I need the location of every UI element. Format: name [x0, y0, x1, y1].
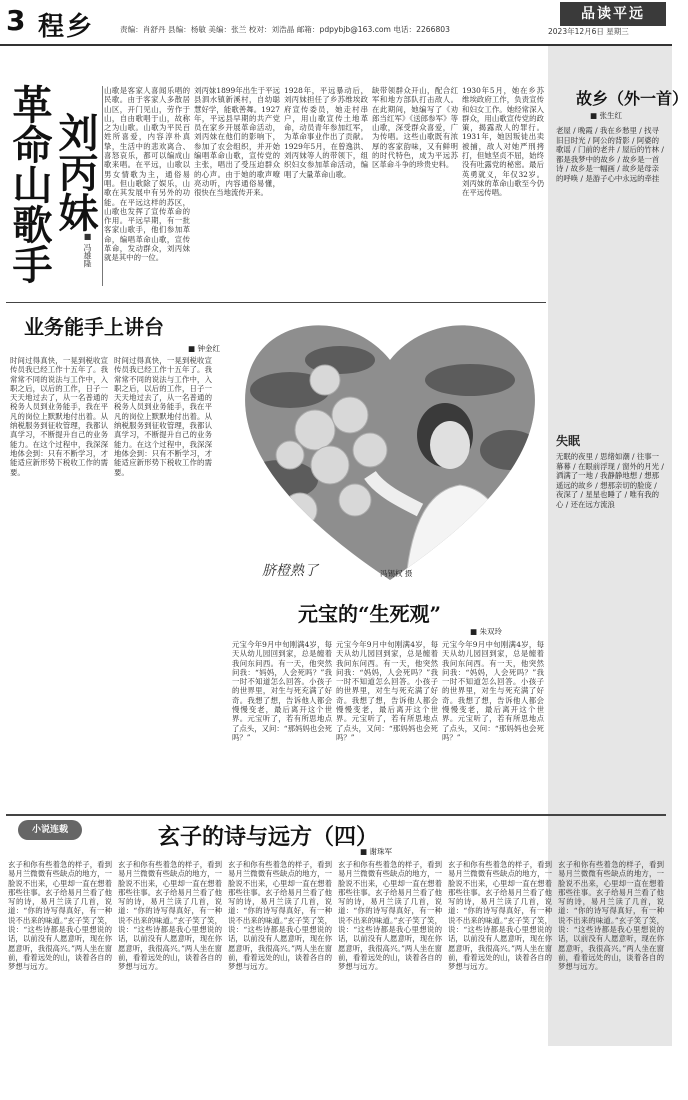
- novella-column-1: 玄子和你有些着急的样子，看到易月兰微微有些缺点的地方，一脸说不出来，心里却一直在想着那些往事。玄子给易月兰看了他写的诗，易月兰读了几首，说道：“你的诗写得真好，有一种说不出来的味道。”玄子笑了笑，说：“这些诗都是我心里想说的话，以前没有人愿意听，现在你愿意听，我很高兴。”两人坐在窗前，看着远处的山，谈着各自的梦想与远方。: [8, 860, 112, 972]
- poem2-title: 失眠: [556, 434, 581, 448]
- novella-column-6: 玄子和你有些着急的样子，看到易月兰微微有些缺点的地方，一脸说不出来，心里却一直在想着那些往事。玄子给易月兰看了他写的诗，易月兰读了几首，说道：“你的诗写得真好，有一种说不出来的味道。”玄子笑了笑，说：“这些诗都是我心里想说的话，以前没有人愿意听，现在你愿意听，我很高兴。”两人坐在窗前，看着远处的山，谈着各自的梦想与远方。: [558, 860, 664, 972]
- article-byline: ■ 冯雄隆: [83, 232, 92, 268]
- section-divider-bottom: [6, 814, 666, 816]
- article-column-4: 缺带领群众开山，配合红军和地方部队打击敌人。在此期间，她编写了《劝郎当红军》《送郎参军》等山歌，深受群众喜爱，广为传唱。这些山歌既有浓厚的客家韵味，又有鲜明的时代特色，成为平远苏区革命斗争的珍贵史料。: [372, 86, 458, 170]
- essay-column-3: 元宝今年9月中旬刚满4岁，每天从幼儿园回到家，总是缠着我问东问西。有一天，他突然问我：“妈妈，人会死吗？”我一时不知道怎么回答。小孩子的世界里，对生与死充满了好奇。我想了想，告诉他人都会慢慢变老，最后离开这个世界。元宝听了，若有所思地点了点头，又问：“那妈妈也会死吗？”: [442, 640, 544, 742]
- poem-author: ■ 张生红: [590, 111, 622, 120]
- novella-column-4: 玄子和你有些着急的样子，看到易月兰微微有些缺点的地方，一脸说不出来，心里却一直在想着那些往事。玄子给易月兰看了他写的诗，易月兰读了几首，说道：“你的诗写得真好，有一种说不出来的味道。”玄子笑了笑，说：“这些诗都是我心里想说的话，以前没有人愿意听，现在你愿意听，我很高兴。”两人坐在窗前，看着远处的山，谈着各自的梦想与远方。: [338, 860, 442, 972]
- article-column-5: 1930年5月，她在乡苏维埃政府工作，负责宣传和妇女工作。她经常深入群众，用山歌宣传党的政策，揭露敌人的罪行。1931年，她因叛徒出卖被捕，敌人对她严刑拷打，但她坚贞不屈，始终没有吐露党的秘密。最后英勇就义，年仅32岁。刘丙妹的革命山歌至今仍在平远传唱。: [462, 86, 544, 198]
- essay-title: 元宝的“生死观”: [298, 602, 442, 626]
- essay-byline: ■ 朱双玲: [470, 627, 502, 636]
- essay-column-2: 元宝今年9月中旬刚满4岁，每天从幼儿园回到家，总是缠着我问东问西。有一天，他突然问我：“妈妈，人会死吗？”我一时不知道怎么回答。小孩子的世界里，对生与死充满了好奇。我想了想，告诉他人都会慢慢变老，最后离开这个世界。元宝听了，若有所思地点了点头，又问：“那妈妈也会死吗？”: [336, 640, 438, 742]
- novella-column-2: 玄子和你有些着急的样子，看到易月兰微微有些缺点的地方，一脸说不出来，心里却一直在想着那些往事。玄子给易月兰看了他写的诗，易月兰读了几首，说道：“你的诗写得真好，有一种说不出来的味道。”玄子笑了笑，说：“这些诗都是我心里想说的话，以前没有人愿意听，现在你愿意听，我很高兴。”两人坐在窗前，看着远处的山，谈着各自的梦想与远方。: [118, 860, 222, 972]
- business-article-byline: ■ 钟金红: [188, 344, 220, 353]
- business-article-column-2: 时间过得真快，一晃到税收宣传员我已经工作十五年了。我常常不同的说法与工作中，入职之后，以后的工作，日子一天天地过去了，从一名普通的税务人员到业务能手，我在平凡的岗位上默默地付出着。从纳税服务到征收管理，我都认真学习，不断提升自己的业务能力。在这个过程中，我深深地体会到：只有不断学习，才能适应新形势下税收工作的需要。: [114, 356, 212, 477]
- orange-harvest-photo: [230, 300, 550, 590]
- article-column-3: 1928年，平远暴动后，刘丙妹担任了乡苏维埃政府宣传委员，她走村串户，用山歌宣传土地革命，动员青年参加红军，为革命事业作出了贡献。1929年5月，在曾逸洪、刘丙妹等人的带领下，组织妇女参加革命活动，编唱了大量革命山歌。: [284, 86, 368, 179]
- novella-byline: ■ 谢珠军: [360, 847, 392, 856]
- article-title-part-2: 刘丙妹: [52, 112, 99, 232]
- article-column-2: 刘丙妹1899年出生于平远县泗水镇新溪村，自幼聪慧好学，能歌善舞。1927年，平远县早期的共产党员在家乡开展革命活动，刘丙妹在他们的影响下，参加了农会组织，并开始编唱革命山歌，宣传党的主张，唱出了受压迫群众的心声。由于她的歌声嘹亮动听，内容通俗易懂，很快在当地流传开来。: [194, 86, 280, 198]
- editor-credits: 责编：肖舒丹 县编：杨敏 美编：张兰 校对：刘浩晶 邮箱：pdpybjb@163.com 电话：2266803: [120, 25, 450, 34]
- essay-column-1: 元宝今年9月中旬刚满4岁，每天从幼儿园回到家，总是缠着我问东问西。有一天，他突然问我：“妈妈，人会死吗？”我一时不知道怎么回答。小孩子的世界里，对生与死充满了好奇。我想了想，告诉他人都会慢慢变老，最后离开这个世界。元宝听了，若有所思地点了点头，又问：“那妈妈也会死吗？”: [232, 640, 332, 742]
- poem2-body: 无眠的夜里 / 思绪如潮 / 往事一幕幕 / 在眼前浮现 / 窗外的月光 / 洒满了一地 / 我静静地想 / 想那遥远的故乡 / 想那亲切的脸庞 / 夜深了 / 星星也睡了 / 唯有我的心 / 还在远方流浪: [556, 452, 664, 509]
- column-divider: [102, 86, 103, 286]
- photo-credit: 冯锡权 摄: [380, 569, 413, 578]
- column-brand: 品读平远: [560, 2, 666, 26]
- issue-date: 2023年12月6日 星期三: [548, 27, 629, 36]
- article-column-1: 山歌是客家人喜闻乐唱的民歌。由于客家人多散居山区，开门见山，劳作于山，自由歌唱于山，故称之为山歌。山歌为平民百姓所喜爱，内容淳朴真挚，生活中的悲欢离合、喜怒哀乐，都可以编成山歌来唱。在平远，山歌以男女情歌为主，通俗易唱。但山歌除了娱乐，山歌在其发展中有另外的功能。在平远这样的苏区，山歌也发挥了宣传革命的作用。平远早期，有一批客家山歌手，他们参加革命，编唱革命山歌，宣传革命，发动群众，刘丙妹就是其中的一位。: [104, 86, 190, 263]
- novella-column-5: 玄子和你有些着急的样子，看到易月兰微微有些缺点的地方，一脸说不出来，心里却一直在想着那些往事。玄子给易月兰看了他写的诗，易月兰读了几首，说道：“你的诗写得真好，有一种说不出来的味道。”玄子笑了笑，说：“这些诗都是我心里想说的话，以前没有人愿意听，现在你愿意听，我很高兴。”两人坐在窗前，看着远处的山，谈着各自的梦想与远方。: [448, 860, 552, 972]
- business-article-column-1: 时间过得真快，一晃到税收宣传员我已经工作十五年了。我常常不同的说法与工作中，入职之后，以后的工作，日子一天天地过去了，从一名普通的税务人员到业务能手，我在平凡的岗位上默默地付出着。从纳税服务到征收管理，我都认真学习，不断提升自己的业务能力。在这个过程中，我深深地体会到：只有不断学习，才能适应新形势下税收工作的需要。: [10, 356, 108, 477]
- serial-badge: 小说连载: [18, 820, 82, 840]
- article-title-part-1: 革命山歌手: [6, 84, 53, 284]
- poem-body: 老屋 / 晚霞 / 我在乡愁里 / 找寻旧日时光 / 阿公的背影 / 阿婆的歌谣 / 门前的老井 / 屋后的竹林 / 都是我梦中的故乡 / 故乡是一首诗 / 故乡是一幅画 / 故乡是母亲的呼唤 / 是游子心中永远的牵挂: [556, 126, 664, 183]
- section-name: 程乡: [38, 12, 95, 42]
- poem-title: 故乡（外一首）: [576, 89, 688, 108]
- photo-caption-title: 脐橙熟了: [262, 563, 318, 579]
- business-article-title: 业务能手上讲台: [24, 315, 164, 339]
- page-number: 3: [6, 4, 26, 37]
- novella-title: 玄子的诗与远方（四）: [158, 824, 379, 850]
- novella-column-3: 玄子和你有些着急的样子，看到易月兰微微有些缺点的地方，一脸说不出来，心里却一直在想着那些往事。玄子给易月兰看了他写的诗，易月兰读了几首，说道：“你的诗写得真好，有一种说不出来的味道。”玄子笑了笑，说：“这些诗都是我心里想说的话，以前没有人愿意听，现在你愿意听，我很高兴。”两人坐在窗前，看着远处的山，谈着各自的梦想与远方。: [228, 860, 332, 972]
